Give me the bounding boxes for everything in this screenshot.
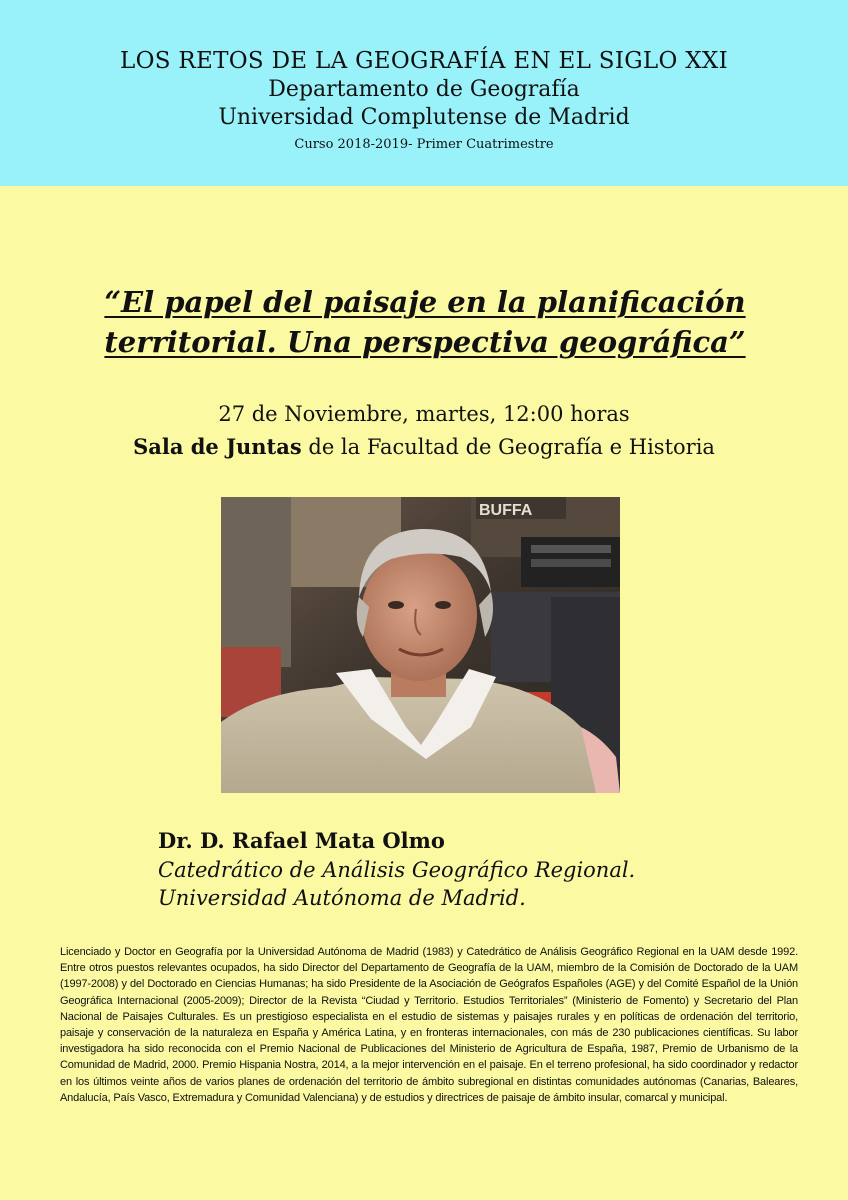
venue-room: Sala de Juntas — [133, 434, 302, 459]
event-venue — [0, 434, 848, 459]
department-name: Departamento de Geografía — [268, 77, 580, 102]
speaker-university: Universidad Autónoma de Madrid. — [158, 886, 526, 910]
university-name: Universidad Complutense de Madrid — [218, 105, 630, 130]
talk-title-line1: “El papel del paisaje en la planificación — [104, 285, 746, 319]
venue-building: de la Facultad de Geografía e Historia — [301, 435, 715, 459]
talk-title — [30, 282, 820, 362]
speaker-position: Catedrático de Análisis Geográfico Regional. — [158, 858, 636, 882]
speaker-bio: Licenciado y Doctor en Geografía por la Universidad Autónoma de Madrid (1983) y Catedrático de Análisis Geográfico Regional en la UAM desde 1992. Entre otros puestos relevantes ocupados, ha sido Director del Departamento de Geografía de la UAM, miembro de la Comisión de Doctorado de la UAM (1997-2008) y del Doctorado en Ciencias Humanas; ha sido Presidente de la Asociación de Geógrafos Españoles (AGE) y del Comité Español de la Unión Geográfica Internacional (2005-2009); Director de la Revista “Ciudad y Territorio. Estudios Territoriales” (Ministerio de Fomento) y Secretario del Plan Nacional de Paisajes Culturales. Es un prestigioso especialista en el estudio de sistemas y paisajes rurales y en políticas de ordenación del territorio, paisaje y conservación de la naturaleza en España y América Latina, y en fronteras internacionales, con más de 230 publicaciones científicas. Su labor investigadora ha sido reconocida con el Premio Nacional de Publicaciones del Ministerio de Agricultura de España, 1987, Premio de Urbanismo de la Comunidad de Madrid, 2000. Premio Hispania Nostra, 2014, a la mejor intervención en el paisaje. En el terreno profesional, ha sido coordinador y redactor en los últimos veinte años de varios planes de ordenación del territorio de ámbito subregional en distintas comunidades autónomas (Canarias, Baleares, Andalucía, País Vasco, Extremadura y Comunidad Valenciana) y de estudios y directrices de paisaje de ámbito insular, comarcal y municipal. — [60, 946, 798, 1104]
series-title: LOS RETOS DE LA GEOGRAFÍA EN EL SIGLO XXI — [120, 48, 728, 74]
speaker-name: Dr. D. Rafael Mata Olmo — [158, 828, 445, 853]
header-band — [0, 0, 848, 186]
course-label: Curso 2018-2019- Primer Cuatrimestre — [294, 137, 554, 152]
event-date: 27 de Noviembre, martes, 12:00 horas — [218, 402, 630, 426]
talk-title-line2: territorial. Una perspectiva geográfica” — [104, 325, 746, 359]
photo-sign-text: BUFFA — [479, 502, 533, 519]
speaker-portrait-image — [221, 497, 620, 793]
speaker-photo — [221, 497, 620, 793]
